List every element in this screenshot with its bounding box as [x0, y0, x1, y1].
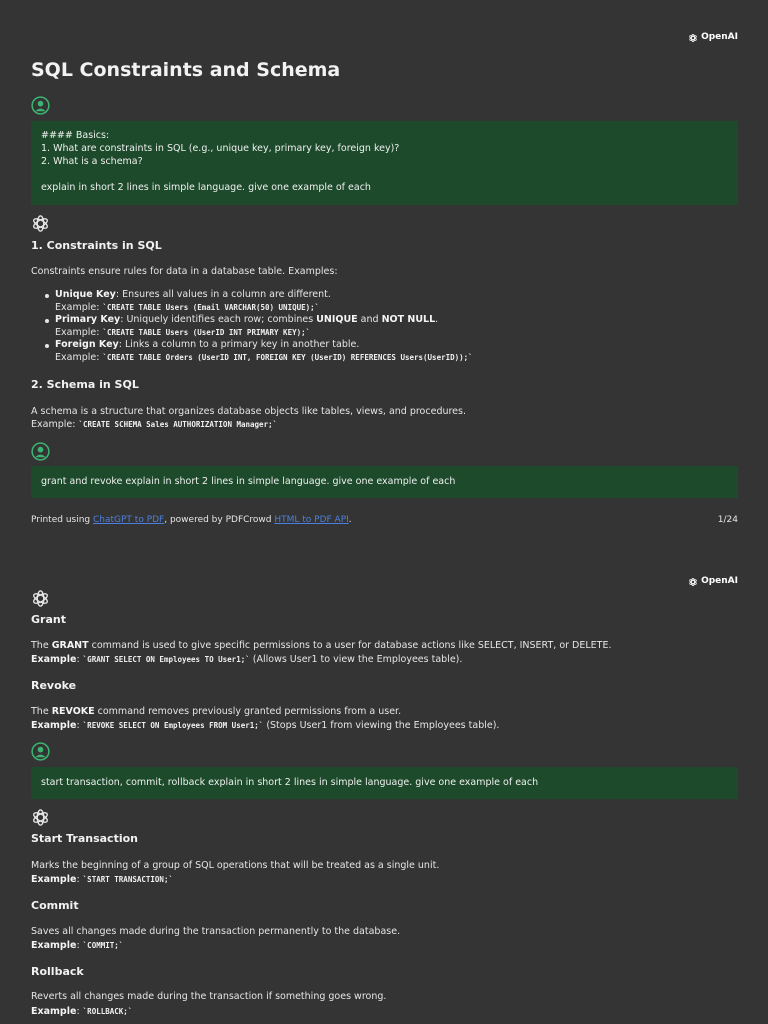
user-message-line: 2. What is a schema? [41, 156, 143, 167]
footer-middle: , powered by PDFCrowd [164, 515, 275, 525]
chatgpt-logo-icon [31, 808, 50, 827]
page-title: SQL Constraints and Schema [31, 59, 341, 81]
example-label: Example [31, 1006, 77, 1017]
pdf-page-2 [0, 560, 768, 1024]
heading-revoke: Revoke [31, 679, 77, 692]
list-item-foreign-key [55, 339, 738, 364]
user-message-line: start transaction, commit, rollback explain in short 2 lines in simple language. give one example of each [41, 777, 539, 788]
heading-start-transaction: Start Transaction [31, 832, 138, 845]
openai-logo-icon [688, 33, 698, 43]
openai-brand [688, 575, 738, 588]
user-message-line: grant and revoke explain in short 2 lines in simple language. give one example of each [41, 476, 456, 487]
user-message-line: #### Basics: [41, 130, 110, 141]
term-desc-end: . [435, 314, 439, 325]
schema-example [31, 418, 738, 431]
code-snippet: `REVOKE SELECT ON Employees FROM User1;` [82, 721, 264, 730]
term-foreign-key: Foreign Key [55, 339, 119, 350]
grant-example: Example: `GRANT SELECT ON Employees TO User1;` (Allows User1 to view the Employees table). [31, 654, 463, 665]
footer-prefix: Printed using [31, 515, 93, 525]
code-snippet: `ROLLBACK;` [82, 1007, 133, 1016]
page-number: 1/24 [717, 515, 738, 525]
heading-constraints: 1. Constraints in SQL [31, 239, 162, 252]
text-fragment: The [31, 706, 52, 717]
schema-text: A schema is a structure that organizes database objects like tables, views, and procedures. [31, 406, 467, 417]
chatgpt-logo-icon [31, 214, 50, 233]
list-item-unique-key [55, 289, 738, 314]
example-label: Example [31, 874, 77, 885]
user-avatar-icon [31, 442, 50, 461]
example-label: Example [31, 940, 77, 951]
grant-text [31, 639, 738, 652]
heading-commit: Commit [31, 899, 79, 912]
text-fragment: The [31, 640, 52, 651]
commit-example: Example: `COMMIT;` [31, 940, 124, 951]
code-snippet: `CREATE TABLE Users (UserID INT PRIMARY KEY);` [102, 327, 311, 337]
revoke-text [31, 705, 738, 718]
code-snippet: `START TRANSACTION;` [82, 875, 173, 884]
constraints-list [55, 289, 738, 364]
user-message-blank-line [41, 168, 728, 181]
code-snippet: `COMMIT;` [82, 941, 124, 950]
code-snippet: `CREATE SCHEMA Sales AUTHORIZATION Manager;` [78, 420, 278, 429]
chatgpt-to-pdf-link[interactable]: ChatGPT to PDF [93, 515, 165, 525]
bold-not-null: NOT NULL [381, 314, 436, 325]
text-fragment: command removes previously granted permissions from a user. [94, 706, 402, 717]
html-to-pdf-api-link[interactable]: HTML to PDF API [274, 515, 349, 525]
heading-grant: Grant [31, 613, 66, 626]
constraints-intro: Constraints ensure rules for data in a database table. Examples: [31, 266, 338, 277]
start-transaction-example: Example: `START TRANSACTION;` [31, 874, 173, 885]
revoke-example: Example: `REVOKE SELECT ON Employees FROM User1;` (Stops User1 from viewing the Employees table). [31, 720, 500, 731]
bold-revoke: REVOKE [51, 706, 95, 717]
example-note: (Allows User1 to view the Employees table). [249, 654, 463, 665]
example-label: Example [31, 654, 77, 665]
user-avatar-icon [31, 742, 50, 761]
example-note: (Stops User1 from viewing the Employees table). [263, 720, 500, 731]
term-desc: : Uniquely identifies each row; combines [120, 314, 317, 325]
term-desc-mid: and [357, 314, 382, 325]
example-label: Example: [55, 301, 103, 313]
user-message-1 [31, 121, 738, 205]
chatgpt-logo-icon [31, 589, 50, 608]
rollback-example: Example: `ROLLBACK;` [31, 1006, 133, 1017]
example-label: Example: [55, 351, 103, 363]
footer-suffix: . [348, 515, 352, 525]
brand-name: OpenAI [701, 576, 738, 586]
bold-grant: GRANT [51, 640, 89, 651]
user-message-line: 1. What are constraints in SQL (e.g., unique key, primary key, foreign key)? [41, 143, 400, 154]
user-message-line: explain in short 2 lines in simple language. give one example of each [41, 182, 371, 193]
code-snippet: `CREATE TABLE Orders (UserID INT, FOREIGN KEY (UserID) REFERENCES Users(UserID));` [102, 352, 473, 362]
list-item-primary-key [55, 314, 738, 339]
start-transaction-text: Marks the beginning of a group of SQL operations that will be treated as a single unit. [31, 860, 440, 871]
term-desc: : Ensures all values in a column are different. [115, 289, 331, 300]
commit-text: Saves all changes made during the transaction permanently to the database. [31, 926, 401, 937]
example-label: Example: [31, 419, 79, 430]
term-unique-key: Unique Key [55, 289, 116, 300]
example-label: Example: [55, 326, 103, 338]
user-message-3 [31, 767, 738, 799]
code-snippet: `CREATE TABLE Users (Email VARCHAR(50) UNIQUE);` [102, 302, 320, 312]
term-desc: : Links a column to a primary key in another table. [118, 339, 360, 350]
heading-schema: 2. Schema in SQL [31, 378, 139, 391]
term-primary-key: Primary Key [55, 314, 121, 325]
rollback-text: Reverts all changes made during the transaction if something goes wrong. [31, 991, 387, 1002]
brand-name: OpenAI [701, 32, 738, 42]
user-avatar-icon [31, 96, 50, 115]
example-label: Example [31, 720, 77, 731]
user-message-2 [31, 466, 738, 498]
text-fragment: command is used to give specific permissions to a user for database actions like SELECT, INSERT, or DELETE. [88, 640, 612, 651]
print-footer [31, 514, 352, 527]
code-snippet: `GRANT SELECT ON Employees TO User1;` [82, 655, 250, 664]
openai-brand [688, 31, 738, 44]
openai-logo-icon [688, 577, 698, 587]
bold-unique: UNIQUE [316, 314, 358, 325]
heading-rollback: Rollback [31, 965, 84, 978]
